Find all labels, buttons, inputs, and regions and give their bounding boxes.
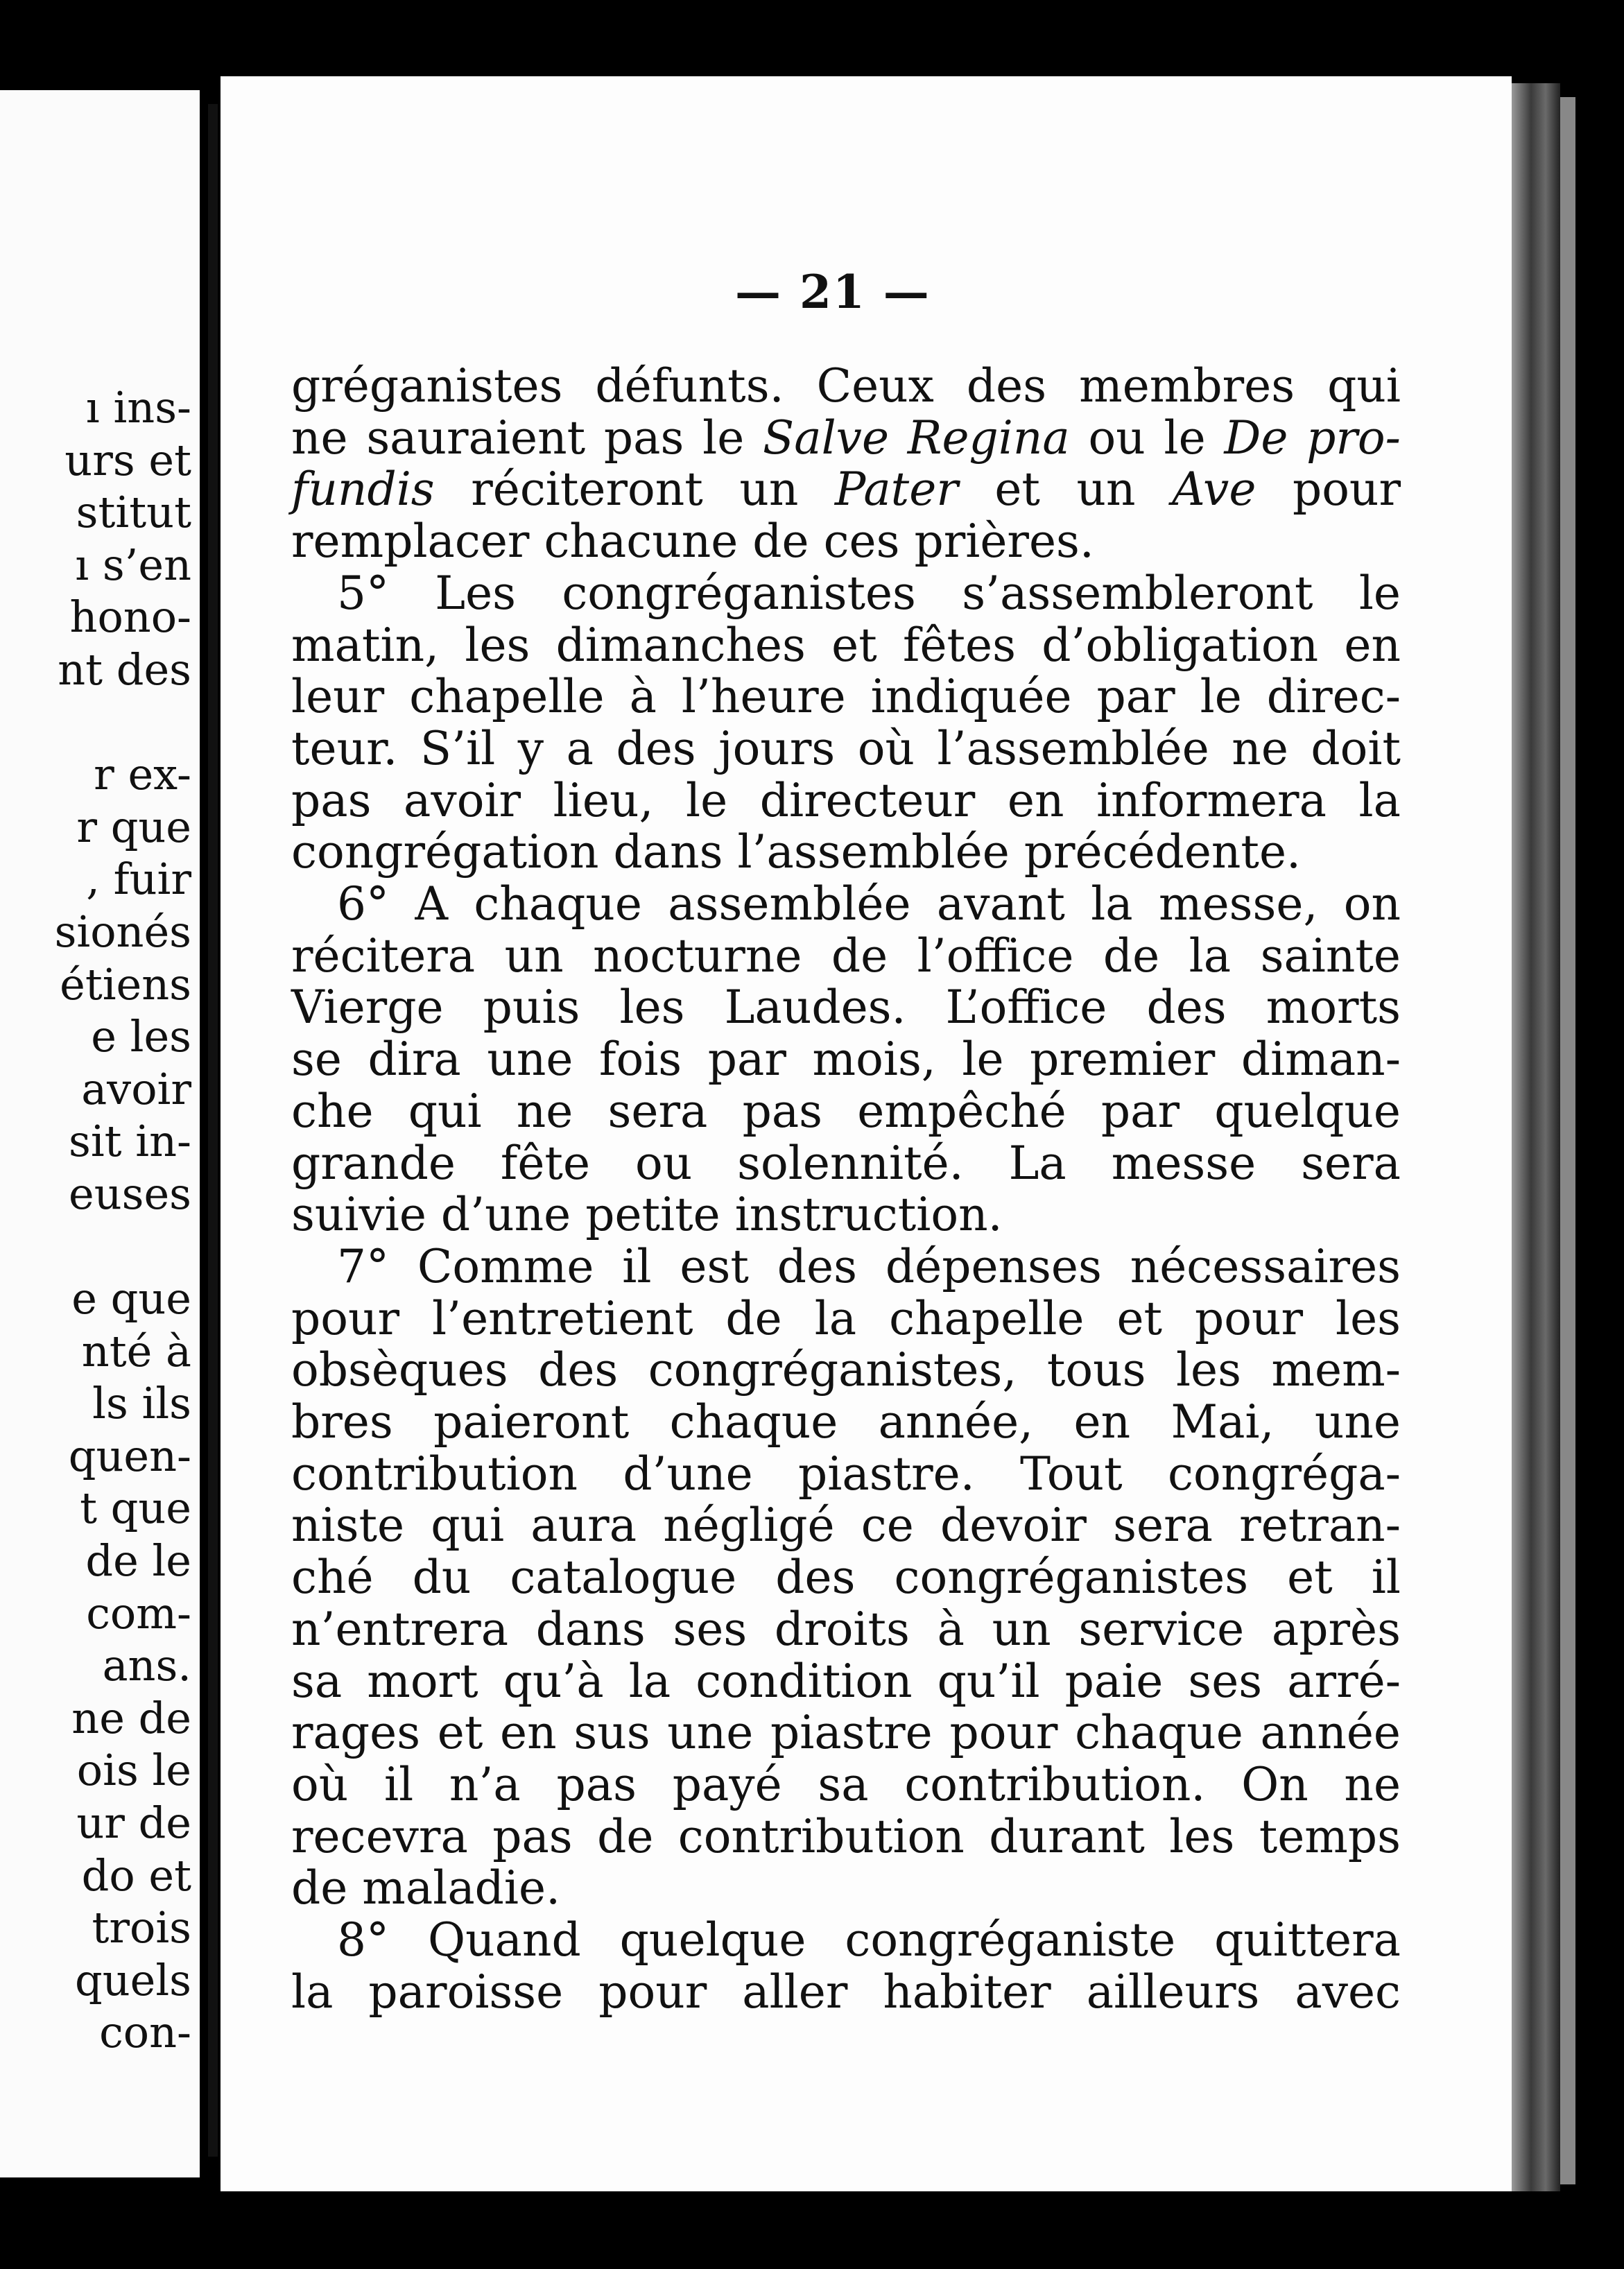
left-page-line: étiens <box>60 958 191 1010</box>
text-line: où il n’a pas payé sa contribution. On ne <box>291 1757 1401 1811</box>
text-line: matin, les dimanches et fêtes d’obligation en <box>291 618 1401 672</box>
text-line: gréganistes défunts. Ceux des membres qui <box>291 359 1401 413</box>
left-page-line: r ex- <box>94 749 191 800</box>
text-line: bres paieront chaque année, en Mai, une <box>291 1395 1401 1449</box>
text-line: pas avoir lieu, le directeur en informera la <box>291 773 1401 827</box>
left-page-line: ur de <box>76 1797 191 1849</box>
left-page-line <box>55 1220 191 1273</box>
text-line: grande fête ou solennité. La messe sera <box>291 1136 1401 1190</box>
left-page-line: e que <box>71 1273 191 1325</box>
text-line: congrégation dans l’assemblée précédente. <box>291 825 1301 879</box>
text-line: n’entrera dans ses droits à un service après <box>291 1602 1401 1656</box>
left-page-line: com- <box>86 1587 191 1639</box>
left-page-line: hono- <box>69 592 191 643</box>
left-page-line: nté à <box>81 1325 191 1377</box>
italic-term: Ave <box>1172 463 1256 517</box>
text-line: sa mort qu’à la condition qu’il paie ses arré- <box>291 1654 1401 1708</box>
text-line: la paroisse pour aller habiter ailleurs avec <box>291 1965 1401 2019</box>
text-line: leur chapelle à l’heure indiquée par le direc- <box>291 670 1401 724</box>
left-page-line: , fuir <box>86 854 191 905</box>
text-line: 6° A chaque assemblée avant la messe, on <box>337 877 1401 931</box>
italic-term: Salve Regina <box>763 411 1070 465</box>
left-page-line: ı s’en <box>75 539 191 590</box>
italic-term: De pro- <box>1224 411 1401 465</box>
left-page-line: avoir <box>81 1063 191 1114</box>
text-line: de maladie. <box>291 1861 561 1915</box>
left-page-line: quels <box>75 1954 191 2005</box>
left-page-line: do et <box>81 1849 191 1901</box>
left-page-line: ls ils <box>92 1378 191 1429</box>
text-line: contribution d’une piastre. Tout congréga- <box>291 1447 1401 1501</box>
left-page-line: trois <box>92 1902 191 1953</box>
text-line: recevra pas de contribution durant les temps <box>291 1809 1401 1863</box>
page-edge <box>1512 83 1560 2191</box>
left-page-line: r que <box>76 801 191 852</box>
left-page-line: sionés <box>54 906 191 957</box>
text-line: se dira une fois par mois, le premier diman- <box>291 1033 1401 1087</box>
text-line: Vierge puis les Laudes. L’office des morts <box>291 981 1401 1035</box>
text-line: che qui ne sera pas empêché par quelque <box>291 1084 1401 1138</box>
left-page-line: quen- <box>68 1430 191 1481</box>
gutter-shadow <box>208 104 218 2157</box>
left-page-line: ans. <box>102 1640 191 1691</box>
left-page-fragment <box>0 90 200 2177</box>
text-line: récitera un nocturne de l’office de la sainte <box>291 929 1401 983</box>
text-line: 5° Les congréganistes s’assembleront le <box>337 566 1401 620</box>
left-page-text <box>55 381 191 2059</box>
left-page-line: de le <box>85 1535 191 1587</box>
page-edge-outer <box>1560 97 1575 2184</box>
left-page-line: t que <box>80 1483 191 1534</box>
text-line: fundis réciteront un Pater et un Ave pour <box>291 463 1401 517</box>
text-line: remplacer chacune de ces prières. <box>291 515 1094 569</box>
left-page-line <box>55 696 191 749</box>
text-line: ne sauraient pas le Salve Regina ou le De pro- <box>291 411 1401 465</box>
text-line: teur. S’il y a des jours où l’assemblée ne doit <box>291 721 1401 775</box>
left-page-line: sit in- <box>69 1116 191 1167</box>
text-line: 8° Quand quelque congréganiste quittera <box>337 1913 1401 1967</box>
text-line: pour l’entretient de la chapelle et pour les <box>291 1291 1401 1345</box>
page-number: — 21 — <box>735 265 931 319</box>
text-line: niste qui aura négligé ce devoir sera retran- <box>291 1499 1401 1553</box>
italic-term: fundis <box>291 463 435 517</box>
left-page-line: nt des <box>58 644 191 695</box>
text-line: rages et en sus une piastre pour chaque année <box>291 1706 1401 1760</box>
text-line: suivie d’une petite instruction. <box>291 1188 1003 1242</box>
left-page-line: ois le <box>76 1745 191 1796</box>
italic-term: Pater <box>834 463 958 517</box>
body-text <box>291 361 1401 2019</box>
left-page-line: e les <box>91 1011 191 1062</box>
left-page-line: stitut <box>76 487 191 538</box>
text-line: 7° Comme il est des dépenses nécessaires <box>337 1239 1401 1293</box>
text-line: obsèques des congréganistes, tous les mem- <box>291 1343 1401 1397</box>
left-page-line: ı ins- <box>85 382 191 433</box>
text-line: ché du catalogue des congréganistes et il <box>291 1551 1401 1605</box>
left-page-line: ne de <box>71 1692 191 1743</box>
left-page-line: urs et <box>64 434 191 485</box>
left-page-line: euses <box>69 1168 191 1219</box>
left-page-line: con- <box>99 2007 191 2058</box>
